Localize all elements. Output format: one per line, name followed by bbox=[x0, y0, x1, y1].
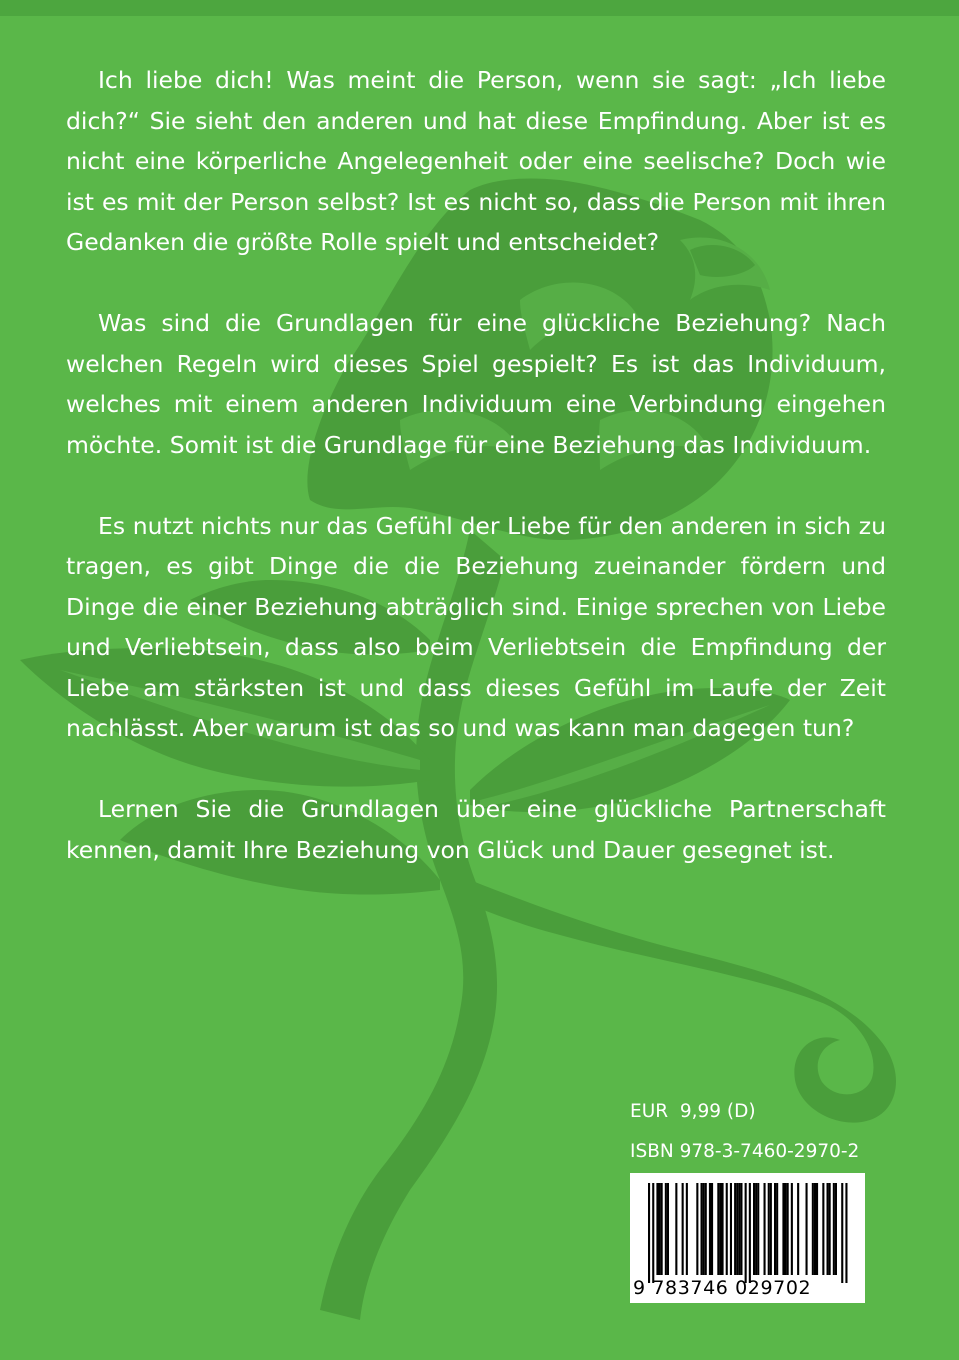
barcode-bar bbox=[717, 1183, 719, 1275]
barcode-bar bbox=[791, 1183, 793, 1275]
blurb-paragraph: Was sind die Grundlagen für eine glückliche Beziehung? Nach welchen Regeln wird dieses Spiel gespielt? Es ist das Individuum, welches mit einem anderen Individuum eine Verbindung eingehen möchte. Somit ist die Grundlage für eine Beziehung das Individuum. bbox=[66, 309, 886, 459]
barcode-bar bbox=[827, 1183, 829, 1275]
barcode-bar bbox=[745, 1183, 747, 1283]
barcode-bar bbox=[822, 1183, 824, 1275]
barcode-bar bbox=[665, 1183, 667, 1275]
barcode-bar bbox=[696, 1183, 698, 1275]
barcode-bar bbox=[764, 1183, 766, 1275]
barcode-digits: 9 783746 029702 bbox=[633, 1277, 812, 1299]
barcode-bar bbox=[785, 1183, 787, 1275]
blurb-paragraph: Es nutzt nichts nur das Gefühl der Liebe für den anderen in sich zu tragen, es gibt Dinge die die Beziehung zueinander fördern und Dinge die einer Beziehung abträglich sind. Einige sprechen von Liebe und Verliebtsein, dass also beim Verliebtsein die Empfindung der Liebe am stärksten ist und dass dieses Gefühl im Laufe der Zeit nachlässt. Aber warum ist das so und was kann man dagegen tun? bbox=[66, 511, 886, 742]
isbn-label: ISBN 978-3-7460-2970-2 bbox=[630, 1141, 860, 1162]
barcode-bar bbox=[705, 1183, 707, 1275]
barcode-bar bbox=[686, 1183, 688, 1275]
barcode-bar bbox=[833, 1183, 835, 1275]
barcode-bar bbox=[749, 1183, 751, 1283]
barcode-bar bbox=[648, 1183, 650, 1283]
barcode-bar bbox=[730, 1183, 732, 1275]
barcode-bar bbox=[806, 1183, 808, 1275]
barcode-bar bbox=[740, 1183, 742, 1275]
barcode-bar bbox=[776, 1183, 778, 1275]
barcode-bar bbox=[736, 1183, 738, 1275]
barcode-bar bbox=[787, 1183, 789, 1275]
barcode-bar bbox=[661, 1183, 663, 1275]
barcode-bar bbox=[659, 1183, 661, 1275]
barcode-bar bbox=[667, 1183, 669, 1275]
barcode-bar bbox=[734, 1183, 736, 1275]
barcode-bar bbox=[738, 1183, 740, 1275]
barcode-bar bbox=[755, 1183, 757, 1275]
barcode-bar bbox=[682, 1183, 684, 1275]
barcode bbox=[630, 1173, 865, 1303]
barcode-bar bbox=[652, 1183, 654, 1283]
barcode-bar bbox=[845, 1183, 847, 1283]
barcode-bar bbox=[774, 1183, 776, 1275]
barcode-bar bbox=[753, 1183, 755, 1275]
barcode-bar bbox=[711, 1183, 713, 1275]
barcode-bar bbox=[812, 1183, 814, 1275]
barcode-bar bbox=[703, 1183, 705, 1275]
barcode-bar bbox=[835, 1183, 837, 1275]
barcode-bar bbox=[768, 1183, 770, 1275]
price-label: EUR 9,99 (D) bbox=[630, 1101, 756, 1122]
barcode-bar bbox=[841, 1183, 843, 1283]
barcode-bar bbox=[797, 1183, 799, 1275]
blurb-paragraph: Lernen Sie die Grundlagen über eine glückliche Partnerschaft kennen, damit Ihre Beziehung von Glück und Dauer gesegnet ist. bbox=[66, 795, 886, 864]
barcode-bar bbox=[814, 1183, 816, 1275]
barcode-bar bbox=[816, 1183, 818, 1275]
barcode-bar bbox=[782, 1183, 784, 1275]
barcode-bar bbox=[719, 1183, 721, 1275]
barcode-bar bbox=[726, 1183, 728, 1275]
barcode-bar bbox=[656, 1183, 658, 1275]
barcode-bar bbox=[770, 1183, 772, 1275]
back-cover-blurb bbox=[66, 60, 886, 911]
barcode-bar bbox=[829, 1183, 831, 1275]
barcode-bar bbox=[757, 1183, 759, 1275]
barcode-bar bbox=[722, 1183, 724, 1275]
barcode-bar bbox=[701, 1183, 703, 1275]
barcode-bar bbox=[709, 1183, 711, 1275]
barcode-bar bbox=[675, 1183, 677, 1275]
blurb-paragraph: Ich liebe dich! Was meint die Person, wenn sie sagt: „Ich liebe dich?“ Sie sieht den anderen und hat diese Empfindung. Aber ist es nicht eine körperliche Angelegenheit oder eine seelische? Doch wie ist es mit der Person selbst? Ist es nicht so, dass die Person mit ihren Gedanken die größte Rolle spielt und entscheidet? bbox=[66, 66, 886, 256]
